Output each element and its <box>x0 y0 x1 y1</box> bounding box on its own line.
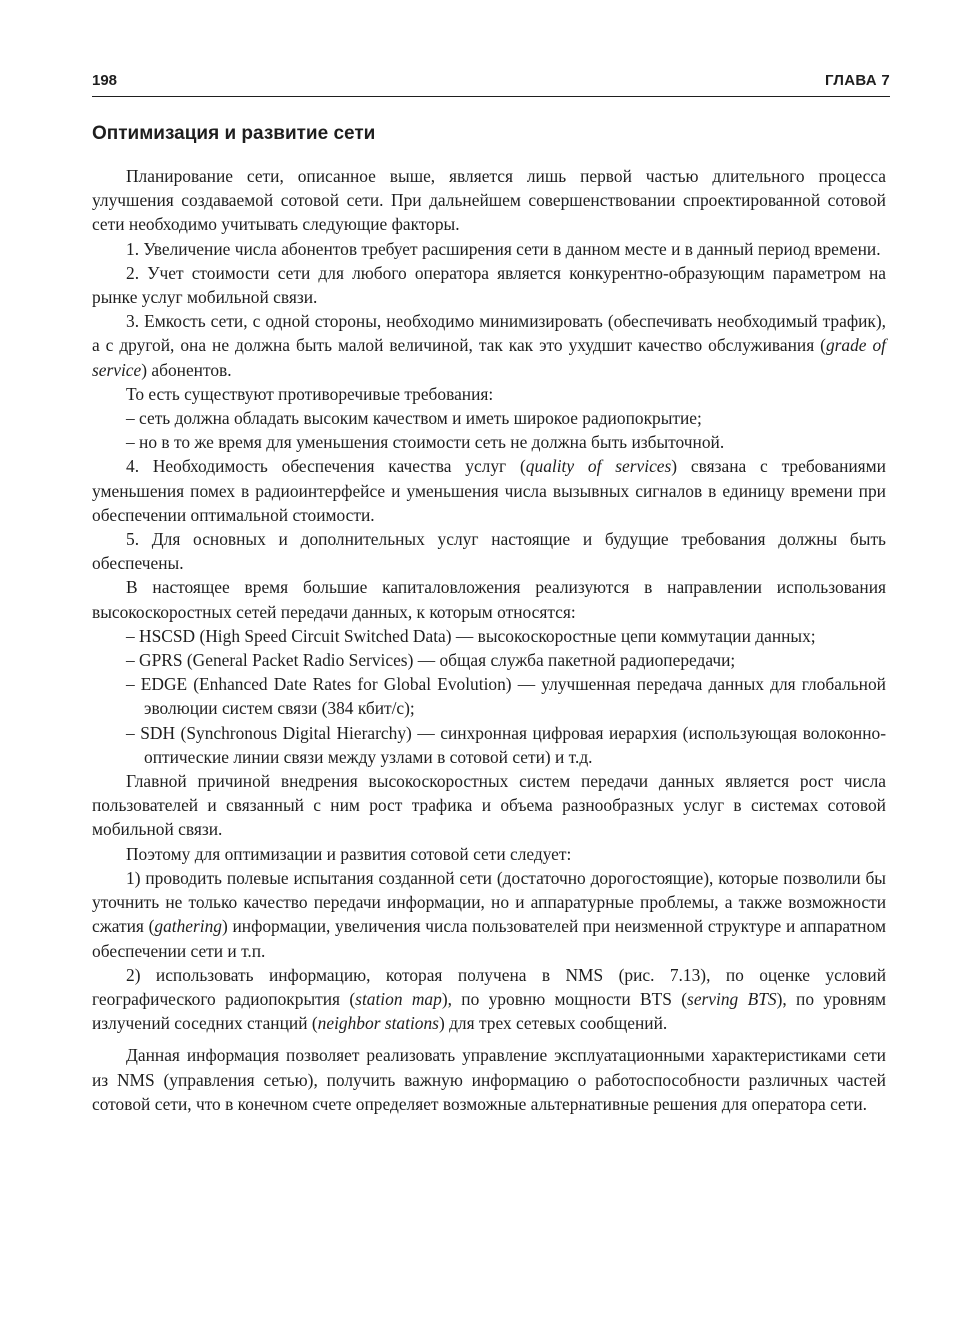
list-item-contradiction-2: – но в то же время для уменьшения стоимости сеть не должна быть избыточной. <box>126 432 725 453</box>
running-header <box>92 70 890 97</box>
text-run: ) для трех сетевых сообщений. <box>438 1013 668 1034</box>
italic-term: neighbor stations <box>317 1013 439 1034</box>
paragraph-factor-2: 2. Учет стоимости сети для любого оператора является конкурентно-образующим параметром на рынке услуг мобильной связи. <box>92 262 886 308</box>
paragraph-contradiction: То есть существуют противоречивые требования: <box>126 383 494 404</box>
italic-term: station map <box>355 988 442 1009</box>
text-run: 1) проводить полевые испытания созданной сети (достаточно дорогостоящие), которые позволили бы уточнить не только качество передачи информации, но и аппаратурные проблемы, а также возможности сжатия ( <box>92 867 886 937</box>
paragraph-investments: В настоящее время большие капиталовложения реализуются в направлении использования высокоскоростных сетей передачи данных, к которым относятся: <box>92 577 886 622</box>
list-item-edge: – EDGE (Enhanced Date Rates for Global Evolution) — улучшенная передача данных для глобальной эволюции систем связи (384 кбит/с); <box>126 674 886 719</box>
italic-term: serving BTS <box>687 988 777 1009</box>
text-run: ) абонентов. <box>141 359 232 380</box>
paragraph-intro: Планирование сети, описанное выше, является лишь первой частью длительного процесса улучшения создаваемой сотовой сети. При дальнейшем совершенствовании спроектированной сотовой сети необходимо учитывать следующие факторы. <box>92 166 886 235</box>
paragraph-main-reason: Главной причиной внедрения высокоскоростных систем передачи данных является рост числа пользователей и связанный с ним рост трафика и объема разнообразных услуг в системах сотовой мобильной связи. <box>92 771 886 840</box>
text-run: ), по уровням излучений соседних станций ( <box>92 988 886 1034</box>
italic-term: gathering <box>154 916 223 937</box>
text-run: ), по уровню мощности BTS ( <box>441 988 688 1009</box>
text-run: ) связана с требованиями уменьшения помех в радиоинтерфейсе и уменьшения числа вызывных сигналов в единицу времени при обеспечении оптимальной стоимости. <box>92 456 886 525</box>
paragraph-factor-4 <box>92 454 886 527</box>
paragraph-factor-3 <box>92 309 886 382</box>
paragraph-step-1 <box>92 866 886 963</box>
text-run: 4. Необходимость обеспечения качества услуг ( <box>126 456 526 477</box>
text-run: ) информации, увеличения числа пользователей при неизменной структуре и аппаратном обеспечении сети и т.п. <box>92 916 886 961</box>
italic-term: grade of service <box>92 335 886 380</box>
paragraph-final: Данная информация позволяет реализовать управление эксплуатационными характеристиками сети из NMS (управления сетью), получить важную информацию о работоспособности различных частей сотовой сети, что в конечном счете определяет возможные альтернативные решения для оператора сети. <box>92 1045 886 1114</box>
list-item-gprs: – GPRS (General Packet Radio Services) — общая служба пакетной радиопередачи; <box>126 650 736 671</box>
paragraph-factor-5: 5. Для основных и дополнительных услуг настоящие и будущие требования должны быть обеспечены. <box>92 529 886 574</box>
text-run: 2) использовать информацию, которая получена в NMS (рис. 7.13), по оценке условий географического радиопокрытия ( <box>92 964 886 1009</box>
page-number: 198 <box>92 72 118 89</box>
chapter-label: ГЛАВА 7 <box>824 72 890 89</box>
list-item-sdh: – SDH (Synchronous Digital Hierarchy) — синхронная цифровая иерархия (использующая волоконно-оптические линии связи между узлами в сотовой сети) и т.д. <box>126 722 886 767</box>
paragraph-step-2 <box>92 963 886 1036</box>
list-item-hscsd: – HSCSD (High Speed Circuit Switched Data) — высокоскоростные цепи коммутации данных; <box>126 625 816 646</box>
paragraph-factor-1: 1. Увеличение числа абонентов требует расширения сети в данном месте и в данный период времени. <box>126 238 881 259</box>
section-title: Оптимизация и развитие сети <box>92 123 376 144</box>
body-text <box>92 164 886 1116</box>
italic-term: quality of services <box>525 456 672 477</box>
list-item-contradiction-1: – сеть должна обладать высоким качеством и иметь широкое радиопокрытие; <box>126 408 702 429</box>
text-run: 3. Емкость сети, с одной стороны, необходимо минимизировать (обеспечивать необходимый трафик), а с другой, она не должна быть малой величиной, так как это ухудшит качество обслуживания ( <box>92 311 886 356</box>
paragraph-therefore: Поэтому для оптимизации и развития сотовой сети следует: <box>126 843 572 864</box>
